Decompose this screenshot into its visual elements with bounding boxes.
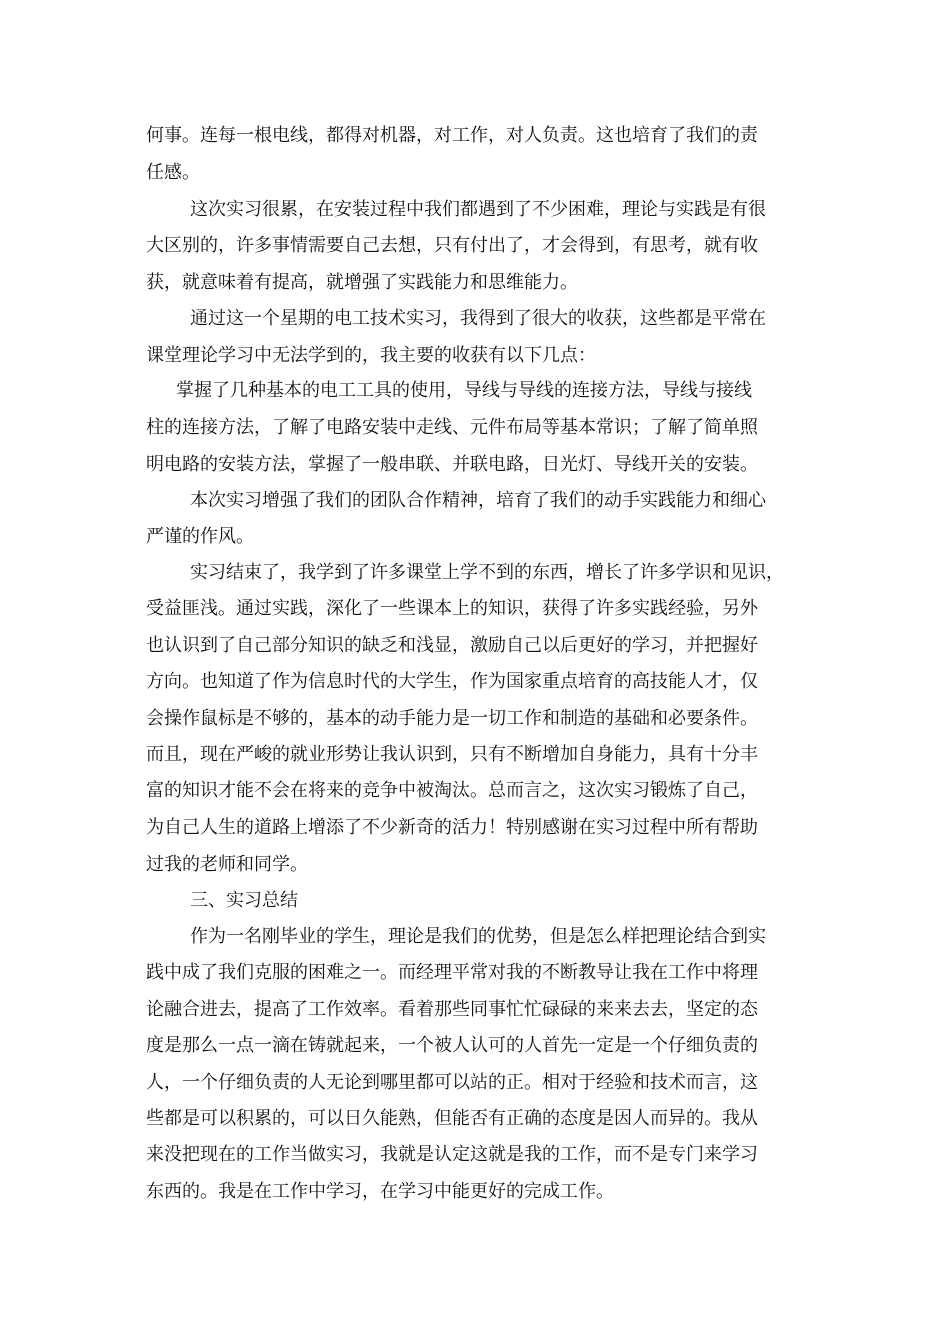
text-line: 受益匪浅。通过实践，深化了一些课本上的知识，获得了许多实践经验，另外 <box>146 598 758 619</box>
text-line: 课堂理论学习中无法学到的，我主要的收获有以下几点： <box>146 345 596 366</box>
text-line: 柱的连接方法，了解了电路安装中走线、元件布局等基本常识；了解了简单照 <box>146 417 758 438</box>
text-line: 论融合进去，提高了工作效率。看着那些同事忙忙碌碌的来来去去，坚定的态 <box>146 999 758 1020</box>
text-line: 来没把现在的工作当做实习，我就是认定这就是我的工作，而不是专门来学习 <box>146 1144 758 1165</box>
text-line: 掌握了几种基本的电工工具的使用，导线与导线的连接方法，导线与接线 <box>176 380 752 401</box>
text-line: 些都是可以积累的，可以日久能熟，但能否有正确的态度是因人而异的。我从 <box>146 1108 758 1129</box>
text-line: 会操作鼠标是不够的，基本的动手能力是一切工作和制造的基础和必要条件。 <box>146 708 758 729</box>
text-line: 获，就意味着有提高，就增强了实践能力和思维能力。 <box>146 272 578 293</box>
section-heading: 三、实习总结 <box>190 890 298 911</box>
text-line: 严谨的作风。 <box>146 526 254 547</box>
text-line: 人，一个仔细负责的人无论到哪里都可以站的正。相对于经验和技术而言，这 <box>146 1072 758 1093</box>
text-line: 践中成了我们克服的困难之一。而经理平常对我的不断教导让我在工作中将理 <box>146 962 758 983</box>
text-line: 过我的老师和同学。 <box>146 854 308 875</box>
text-line: 也认识到了自己部分知识的缺乏和浅显，激励自己以后更好的学习，并把握好 <box>146 635 758 656</box>
text-line: 何事。连每一根电线，都得对机器，对工作，对人负责。这也培育了我们的责 <box>146 125 758 146</box>
text-line: 本次实习增强了我们的团队合作精神，培育了我们的动手实践能力和细心 <box>190 490 766 511</box>
text-line: 大区别的，许多事情需要自己去想，只有付出了，才会得到，有思考，就有收 <box>146 235 758 256</box>
text-line: 任感。 <box>146 162 200 183</box>
text-line: 通过这一个星期的电工技术实习，我得到了很大的收获，这些都是平常在 <box>190 308 766 329</box>
text-line: 作为一名刚毕业的学生，理论是我们的优势，但是怎么样把理论结合到实 <box>190 926 766 947</box>
text-line: 为自己人生的道路上增添了不少新奇的活力！特别感谢在实习过程中所有帮助 <box>146 817 758 838</box>
text-line: 富的知识才能不会在将来的竞争中被淘汰。总而言之，这次实习锻炼了自己， <box>146 780 758 801</box>
text-line: 而且，现在严峻的就业形势让我认识到，只有不断增加自身能力，具有十分丰 <box>146 744 758 765</box>
text-line: 实习结束了，我学到了许多课堂上学不到的东西，增长了许多学识和见识， <box>190 562 784 583</box>
text-line: 度是那么一点一滴在铸就起来，一个被人认可的人首先一定是一个仔细负责的 <box>146 1035 758 1056</box>
text-line: 这次实习很累，在安装过程中我们都遇到了不少困难，理论与实践是有很 <box>190 199 766 220</box>
text-line: 方向。也知道了作为信息时代的大学生，作为国家重点培育的高技能人才，仅 <box>146 671 758 692</box>
text-line: 明电路的安装方法，掌握了一般串联、并联电路，日光灯、导线开关的安装。 <box>146 454 758 475</box>
text-line: 东西的。我是在工作中学习，在学习中能更好的完成工作。 <box>146 1181 614 1202</box>
